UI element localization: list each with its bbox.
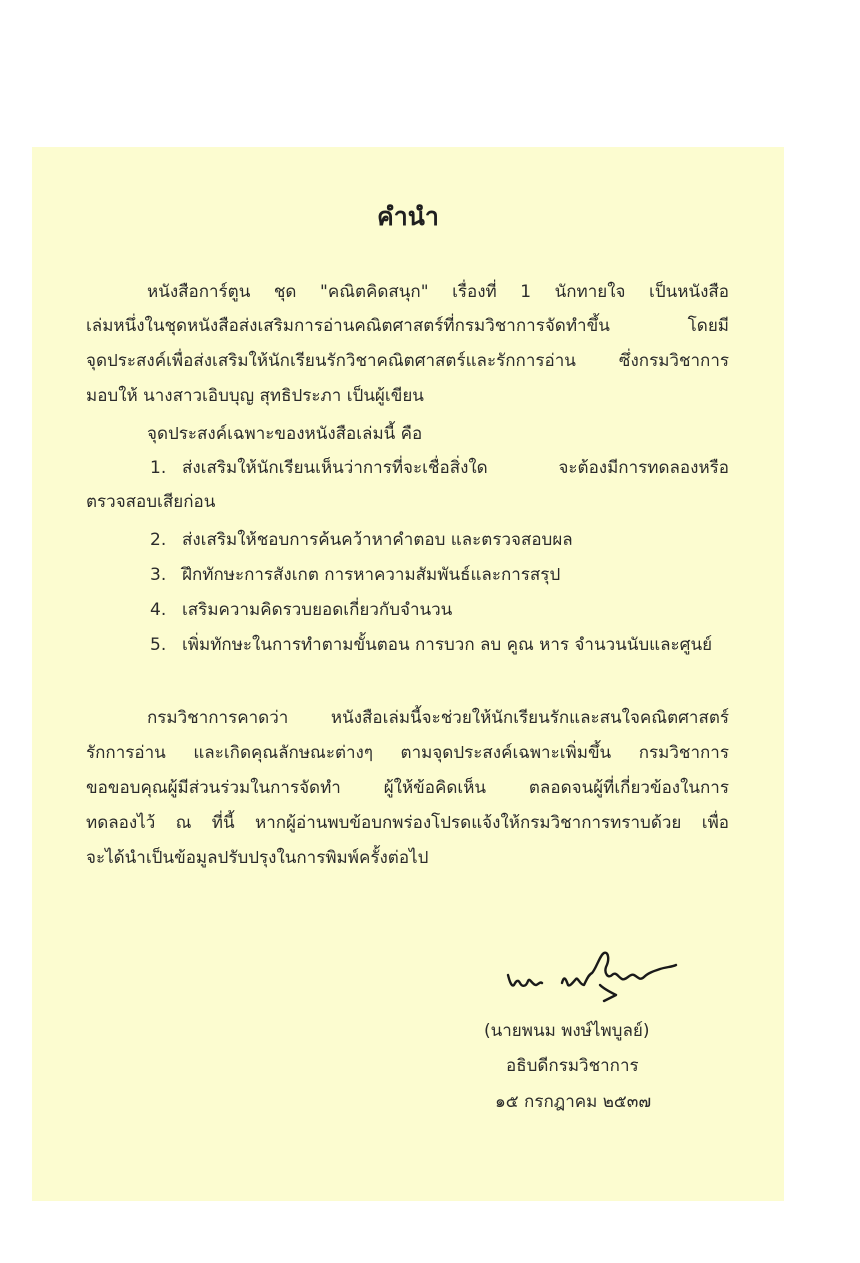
page-title: คำนำ [377,202,439,231]
objective-text: ฝึกทักษะการสังเกต การหาความสัมพันธ์และการสรุป [182,565,561,585]
paragraph-2-line-2: รักการอ่าน และเกิดคุณลักษณะต่างๆ ตามจุดประสงค์เฉพาะเพิ่มขึ้น กรมวิชาการ [86,743,729,763]
objectives-heading: จุดประสงค์เฉพาะของหนังสือเล่มนี้ คือ [147,424,423,444]
objective-number: 3. [150,565,167,585]
paragraph-2-line-3: ขอขอบคุณผู้มีส่วนร่วมในการจัดทำ ผู้ให้ข้อคิดเห็น ตลอดจนผู้ที่เกี่ยวข้องในการ [86,778,729,798]
objective-item-3 [150,564,560,586]
paragraph-1-line-1: หนังสือการ์ตูน ชุด "คณิตคิดสนุก" เรื่องที่ 1 นักทายใจ เป็นหนังสือ [147,282,729,302]
objective-text: เพิ่มทักษะในการทำตามขั้นตอน การบวก ลบ คูณ หาร จำนวนนับและศูนย์ [182,635,713,655]
paragraph-1-line-2: เล่มหนึ่งในชุดหนังสือส่งเสริมการอ่านคณิตศาสตร์ที่กรมวิชาการจัดทำขึ้น โดยมี [86,316,729,336]
objective-item-1 [150,457,729,479]
document-page [32,147,784,1201]
paragraph-1-line-3: จุดประสงค์เพื่อส่งเสริมให้นักเรียนรักวิชาคณิตศาสตร์และรักการอ่าน ซึ่งกรมวิชาการ [86,351,729,371]
objective-number: 2. [150,530,167,550]
paragraph-2-line-5: จะได้นำเป็นข้อมูลปรับปรุงในการพิมพ์ครั้งต่อไป [86,848,429,868]
objective-text: ส่งเสริมให้ชอบการค้นคว้าหาคำตอบ และตรวจสอบผล [182,530,573,550]
signature-image [504,945,684,1011]
objective-number: 5. [150,635,167,655]
signer-position: อธิบดีกรมวิชาการ [506,1056,639,1076]
objective-number: 4. [150,600,167,620]
objective-item-1-continuation: ตรวจสอบเสียก่อน [86,492,216,512]
objective-text: เสริมความคิดรวบยอดเกี่ยวกับจำนวน [182,600,453,620]
paragraph-1-line-4: มอบให้ นางสาวเอิบบุญ สุทธิประภา เป็นผู้เขียน [86,386,424,406]
objective-number: 1. [150,458,167,478]
objective-text: ส่งเสริมให้นักเรียนเห็นว่าการที่จะเชื่อสิ่งใด จะต้องมีการทดลองหรือ [182,458,729,478]
paragraph-2-line-1: กรมวิชาการคาดว่า หนังสือเล่มนี้จะช่วยให้นักเรียนรักและสนใจคณิตศาสตร์ [147,708,729,728]
objective-item-4 [150,599,452,621]
paragraph-2-line-4: ทดลองไว้ ณ ที่นี้ หากผู้อ่านพบข้อบกพร่องโปรดแจ้งให้กรมวิชาการทราบด้วย เพื่อ [86,813,729,833]
objective-item-2 [150,529,573,551]
signer-date: ๑๕ กรกฎาคม ๒๕๓๗ [495,1092,652,1112]
signer-name: (นายพนม พงษ์ไพบูลย์) [484,1021,650,1041]
objective-item-5 [150,634,712,656]
